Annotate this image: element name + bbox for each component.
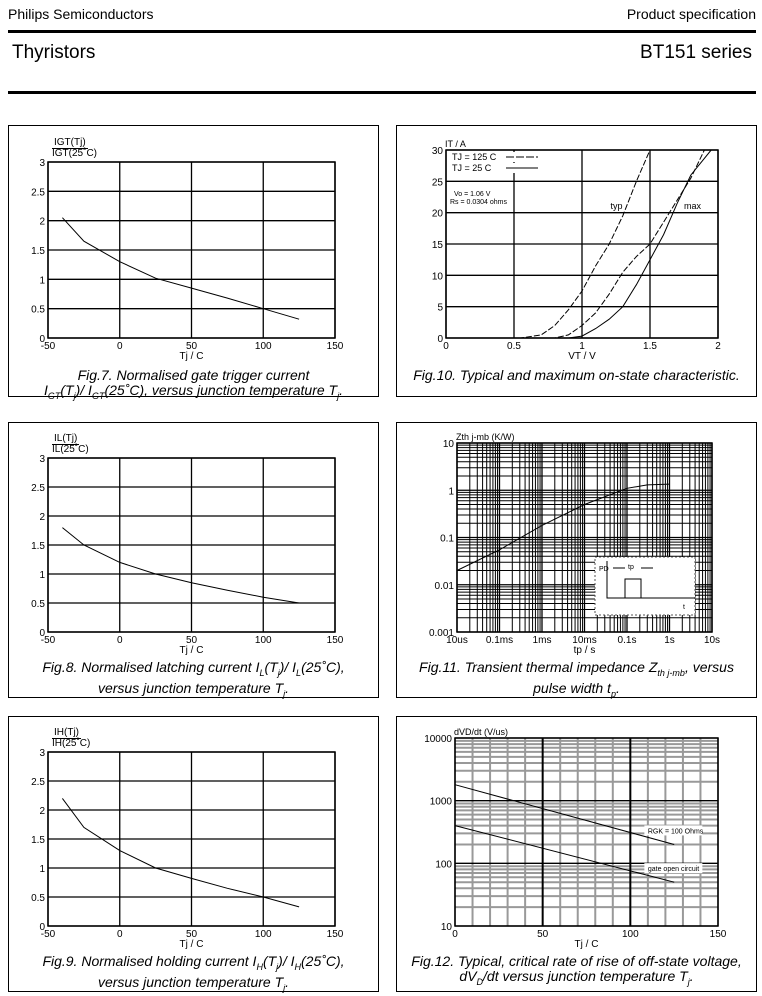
annotation-typ: typ [610, 200, 623, 211]
caption-text: versus junction temperature T [97, 679, 284, 696]
y-tick-label: 2 [39, 216, 45, 228]
fig9-ylabel: IH(Tj) IH(25˚C) [52, 727, 91, 749]
fig8-ylabel: IL(Tj) IL(25˚C) [52, 433, 89, 455]
caption-text: j [283, 688, 286, 699]
x-tick-label: 100 [621, 929, 639, 940]
caption-text: GT [47, 390, 61, 401]
x-tick-label: 0 [116, 341, 123, 352]
legend-label: TJ = 125 C [452, 152, 497, 162]
caption-text: H [256, 961, 263, 972]
caption-text: j [283, 982, 286, 993]
y-tick-label: 3 [39, 454, 45, 465]
x-tick-label: -50 [40, 929, 56, 940]
x-tick-label: 10us [446, 635, 468, 646]
x-tick-label: -50 [40, 341, 56, 352]
y-tick-label: 1.5 [31, 541, 45, 552]
x-tick-label: 1s [664, 635, 675, 646]
x-tick-label: -50 [40, 635, 56, 646]
y-tick-label: 1.5 [31, 835, 45, 846]
caption-text: (T [60, 382, 74, 398]
company-name: Philips Semiconductors [8, 6, 154, 22]
y-tick-label: 2.5 [31, 483, 45, 494]
caption-text: versus junction temperature T [97, 973, 284, 990]
annotation-vo: Vo = 1.06 V [454, 191, 491, 198]
y-tick-label: 10 [440, 922, 452, 933]
caption-text: )/ I [75, 382, 92, 398]
y-tick-label: 15 [431, 240, 443, 251]
x-tick-label: 1 [579, 341, 585, 352]
y-tick-label: 1 [448, 486, 454, 498]
caption-text: /dt versus junction temperature T [483, 968, 688, 984]
x-tick-label: 0 [452, 929, 458, 940]
document-type: Product specification [626, 6, 756, 22]
y-tick-label: 0 [437, 334, 443, 345]
caption-text: (T [262, 953, 277, 969]
fig7-ylabel: IGT(Tj) IGT(25˚C) [52, 137, 97, 159]
caption-text: . [339, 382, 343, 398]
caption-text: L [259, 667, 265, 678]
y-tick-label: 2 [39, 806, 45, 817]
annotation-rs: Rs = 0.0304 ohms [450, 199, 508, 206]
x-axis-label: Tj / C [574, 939, 599, 950]
series-label: RGK = 100 Ohms [647, 828, 704, 836]
caption-text: Fig.10. Typical and maximum on-state characteristic. [413, 367, 740, 383]
y-tick-label: 0 [39, 334, 45, 345]
x-axis-label: tp / s [573, 645, 596, 656]
y-tick-label: 0 [39, 922, 45, 933]
y-tick-label: 0.5 [31, 304, 45, 316]
x-tick-label: 2 [715, 341, 721, 352]
caption-text: )/ I [278, 953, 295, 969]
y-tick-label: 3 [39, 748, 45, 759]
x-axis-label: VT / V [568, 351, 596, 362]
y-tick-label: 10 [442, 439, 454, 450]
y-tick-label: 2 [39, 512, 45, 523]
caption-text: j [277, 667, 280, 678]
caption-text: . [285, 679, 290, 696]
y-tick-label: 1 [39, 275, 45, 287]
caption-text: (25˚C), versus junction temperature T [104, 382, 338, 398]
x-tick-label: 50 [185, 929, 198, 940]
y-tick-label: 0 [39, 628, 45, 639]
x-tick-label: 10s [703, 635, 721, 646]
caption-text: . [285, 973, 290, 990]
y-tick-label: 0.01 [434, 580, 454, 592]
x-tick-label: 150 [326, 341, 344, 352]
caption-text: D [476, 976, 484, 987]
series-label: gate open circuit [647, 866, 700, 874]
caption-text: Fig.12. Typical, critical rate of rise of off-state voltage, [411, 953, 742, 969]
x-tick-label: 50 [185, 341, 198, 352]
fig7-chart [31, 158, 344, 362]
x-tick-label: 100 [254, 341, 272, 352]
caption-text: . [689, 968, 694, 984]
x-tick-label: 0.1s [617, 635, 637, 646]
caption-text: (25˚C), [301, 953, 345, 969]
y-tick-label: 1 [39, 570, 45, 581]
x-tick-label: 150 [326, 635, 344, 646]
caption-text: dV [459, 968, 477, 984]
y-tick-label: 1000 [429, 796, 452, 808]
y-tick-label: 0.5 [31, 893, 45, 904]
y-axis-label: Zth j-mb (K/W) [456, 432, 515, 442]
product-category: Thyristors [12, 42, 96, 63]
caption-text: , versus [684, 659, 734, 675]
caption-text: th j-mb [657, 667, 685, 678]
caption-text: I [44, 382, 48, 398]
x-tick-label: 150 [709, 929, 727, 940]
pulse-inset [595, 557, 695, 615]
x-tick-label: 0 [116, 929, 123, 940]
caption-text: p [610, 688, 616, 699]
y-tick-label: 0.1 [440, 533, 454, 545]
fig9-chart [31, 748, 344, 950]
fig12-chart [424, 727, 727, 950]
y-tick-label: 20 [431, 208, 443, 220]
x-tick-label: 0.1ms [485, 635, 514, 646]
y-tick-label: 2.5 [31, 777, 45, 788]
x-tick-label: 0.5 [507, 341, 521, 352]
annotation-max: max [684, 200, 702, 211]
y-tick-label: 25 [431, 177, 443, 189]
caption-text: j [337, 390, 340, 401]
y-tick-label: 30 [431, 146, 443, 157]
x-tick-label: 50 [185, 635, 198, 646]
x-axis-label: Tj / C [179, 645, 204, 656]
caption-text: (T [264, 659, 278, 675]
x-tick-label: 0 [116, 635, 123, 646]
y-tick-label: 1.5 [31, 246, 45, 257]
y-tick-label: 3 [39, 158, 45, 169]
caption-text: Fig.11. Transient thermal impedance Z [419, 659, 658, 675]
caption-text: (25˚C), [301, 659, 345, 675]
caption-text: Fig.8. Normalised latching current I [42, 659, 260, 675]
x-tick-label: 100 [254, 635, 272, 646]
y-tick-label: 5 [437, 302, 443, 314]
x-tick-label: 1.5 [643, 341, 657, 352]
caption-text: j [276, 961, 279, 972]
fig10-chart [432, 139, 721, 362]
x-tick-label: 0 [443, 341, 449, 352]
x-tick-label: 100 [254, 929, 272, 940]
caption-text: GT [91, 390, 105, 401]
x-tick-label: 1ms [532, 635, 552, 646]
legend-label: TJ = 25 C [452, 163, 492, 173]
x-tick-label: 150 [326, 929, 344, 940]
y-tick-label: 0.5 [31, 599, 45, 610]
fig8-chart [31, 454, 344, 656]
caption-text: L [296, 667, 302, 678]
inset-pd-label: PD [599, 566, 609, 573]
caption-text: j [73, 390, 76, 401]
y-tick-label: 10000 [424, 734, 452, 745]
x-tick-label: 50 [537, 929, 549, 940]
fig11-chart [429, 432, 720, 656]
caption-text: Fig.7. Normalised gate trigger current [77, 367, 310, 383]
caption-text: H [294, 961, 301, 972]
caption-text: Fig.9. Normalised holding current I [42, 953, 257, 969]
x-axis-label: Tj / C [179, 939, 204, 950]
caption-text: )/ I [279, 659, 297, 675]
caption-text: . [615, 679, 620, 696]
y-axis-label: IT / A [445, 139, 466, 149]
y-tick-label: 1 [39, 864, 45, 875]
inset-t-label: t [683, 604, 685, 611]
y-tick-label: 100 [435, 859, 452, 871]
product-name: BT151 series [640, 42, 752, 63]
y-tick-label: 10 [431, 271, 443, 283]
caption-text: pulse width t [533, 679, 611, 696]
y-tick-label: 0.001 [428, 628, 454, 639]
x-tick-label: 10ms [572, 635, 597, 646]
y-tick-label: 2.5 [31, 187, 45, 199]
y-axis-label: dVD/dt (V/us) [454, 727, 509, 737]
inset-tp-label: tp [628, 564, 634, 571]
x-axis-label: Tj / C [179, 351, 204, 362]
caption-text: j [687, 976, 690, 987]
